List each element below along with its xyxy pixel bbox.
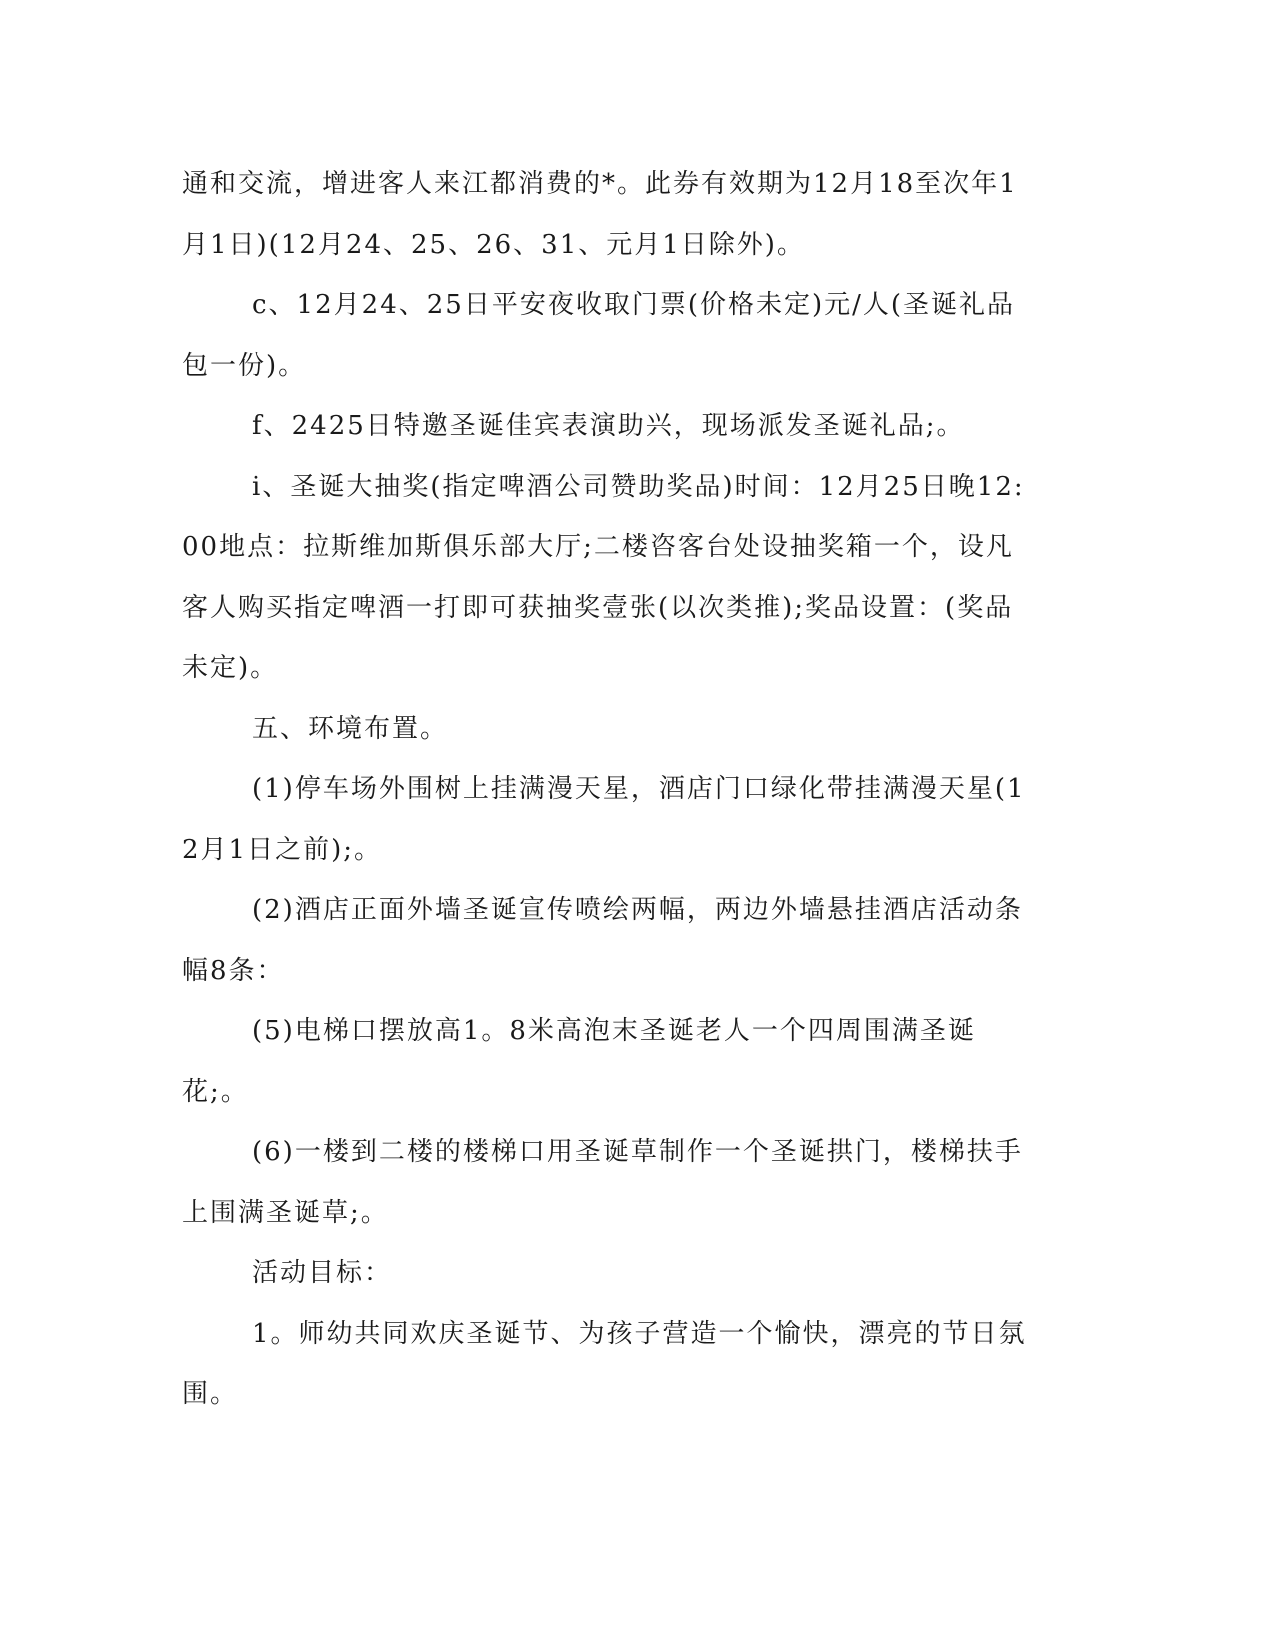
paragraph-voucher-validity: 通和交流，增进客人来江都消费的*。此券有效期为12月18至次年1月1日)(12月24、25、26、31、元月1日除外)。 (182, 169, 1018, 260)
section-heading-goals: 活动目标： (252, 1258, 393, 1288)
section-heading-environment: 五、环境布置。 (252, 713, 449, 744)
paragraph-decoration-2: (2)酒店正面外墙圣诞宣传喷绘两幅，两边外墙悬挂酒店活动条幅8条： (182, 895, 1023, 986)
paragraph-goal-1: 1。师幼共同欢庆圣诞节、为孩子营造一个愉快，漂亮的节日氛围。 (182, 1318, 1027, 1409)
document-body (182, 154, 1030, 1425)
paragraph-item-c-tickets: c、12月24、25日平安夜收取门票(价格未定)元/人(圣诞礼品包一份)。 (182, 290, 1016, 381)
paragraph-decoration-5: (5)电梯口摆放高1。8米高泡末圣诞老人一个四周围满圣诞花;。 (182, 1016, 976, 1107)
paragraph-item-f-performance: f、2425日特邀圣诞佳宾表演助兴，现场派发圣诞礼品;。 (252, 411, 965, 441)
paragraph-decoration-1: (1)停车场外围树上挂满漫天星，酒店门口绿化带挂满漫天星(12月1日之前);。 (182, 774, 1026, 865)
paragraph-item-i-lottery: i、圣诞大抽奖(指定啤酒公司赞助奖品)时间：12月25日晚12:00地点：拉斯维加斯俱乐部大厅;二楼咨客台处设抽奖箱一个，设凡客人购买指定啤酒一打即可获抽奖壹张(以次类推);奖品设置：(奖品未定)。 (182, 471, 1025, 683)
paragraph-decoration-6: (6)一楼到二楼的楼梯口用圣诞草制作一个圣诞拱门，楼梯扶手上围满圣诞草;。 (182, 1137, 1023, 1228)
